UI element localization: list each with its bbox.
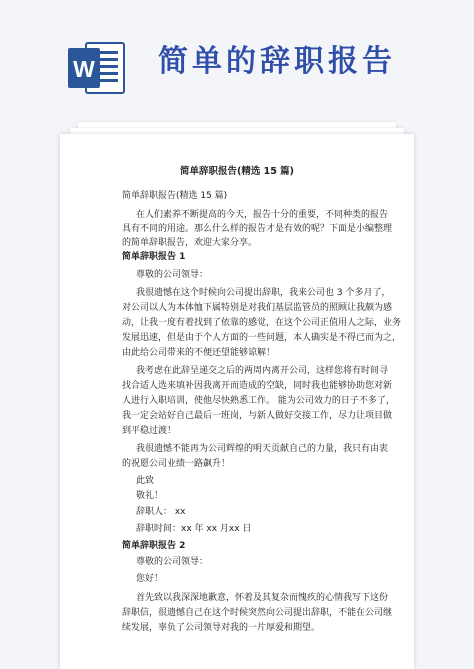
doc-line: 我考虑在此辞呈递交之后的两周内离开公司，这样您将有时间寻 [136, 366, 389, 376]
doc-line: 动，让我一度有着找到了依靠的感觉，在这个公司正值用人之际，业务 [122, 318, 402, 328]
doc-line: 找合适人选来填补因我离开而造成的空缺，同时我也能够协助您对新 [122, 381, 393, 391]
doc-line: 您好！ [136, 574, 164, 584]
doc-line: 我很遗憾不能再为公司辉煌的明天贡献自己的力量，我只有由衷 [136, 444, 389, 454]
doc-line: 尊敬的公司领导： [136, 270, 209, 280]
doc-line: 的简单辞职报告，欢迎大家分享。 [122, 238, 258, 248]
doc-line: 续发展，辜负了公司领导对我的一片厚爱和期望。 [122, 623, 321, 633]
word-document-icon [68, 41, 126, 95]
doc-line: 辞职信，很遗憾自己在这个时候突然向公司提出辞职，不能在公司继 [122, 608, 393, 618]
section-heading: 简单辞职报告 2 [122, 541, 186, 551]
closing-line: 此致 [136, 476, 155, 486]
section-heading: 简单辞职报告 1 [122, 252, 186, 262]
signature-name: 辞职人： xx [136, 507, 186, 517]
doc-line: 具有不同的用途。那么什么样的报告才是有效的呢？下面是小编整理 [122, 224, 393, 234]
doc-line: 到平稳过渡！ [122, 426, 177, 436]
doc-line: 人进行入职培训，使他尽快熟悉工作。 能为公司效力的日子不多了， [122, 396, 395, 406]
closing-line: 敬礼！ [136, 491, 164, 501]
doc-line: 尊敬的公司领导： [136, 557, 209, 567]
word-logo-letter: W [73, 56, 95, 82]
banner-header [0, 0, 474, 118]
signature-date: 辞职时间：xx 年 xx 月xx 日 [136, 524, 252, 534]
doc-line: 我很遗憾在这个时候向公司提出辞职，我来公司也 3 个多月了， [136, 288, 391, 298]
doc-line: 由此给公司带来的不便还望能够谅解！ [122, 348, 276, 358]
doc-line: 发展迅速，但是由于个人方面的一些问题，本人确实是不得已而为之， [122, 333, 402, 343]
doc-line: 在人们素养不断提高的今天，报告十分的重要，不同种类的报告 [136, 210, 389, 220]
doc-line: 首先致以我深深地歉意，怀着及其复杂而愧疚的心情我写下这份 [136, 593, 389, 603]
doc-line: 对公司以人为本体恤下属特别是对我们基层监管员的照顾让我颇为感 [122, 303, 393, 313]
banner-title: 简单的辞职报告 [158, 44, 396, 79]
doc-line: 的祝愿公司业绩一路飙升！ [122, 459, 231, 469]
document-title: 简单辞职报告(精选 15 篇) [179, 166, 295, 177]
doc-line: 简单辞职报告(精选 15 篇) [122, 191, 228, 201]
document-page [60, 134, 414, 669]
doc-line: 我一定会站好自己最后一班岗，与新人做好交接工作，尽力让项目做 [122, 411, 393, 421]
